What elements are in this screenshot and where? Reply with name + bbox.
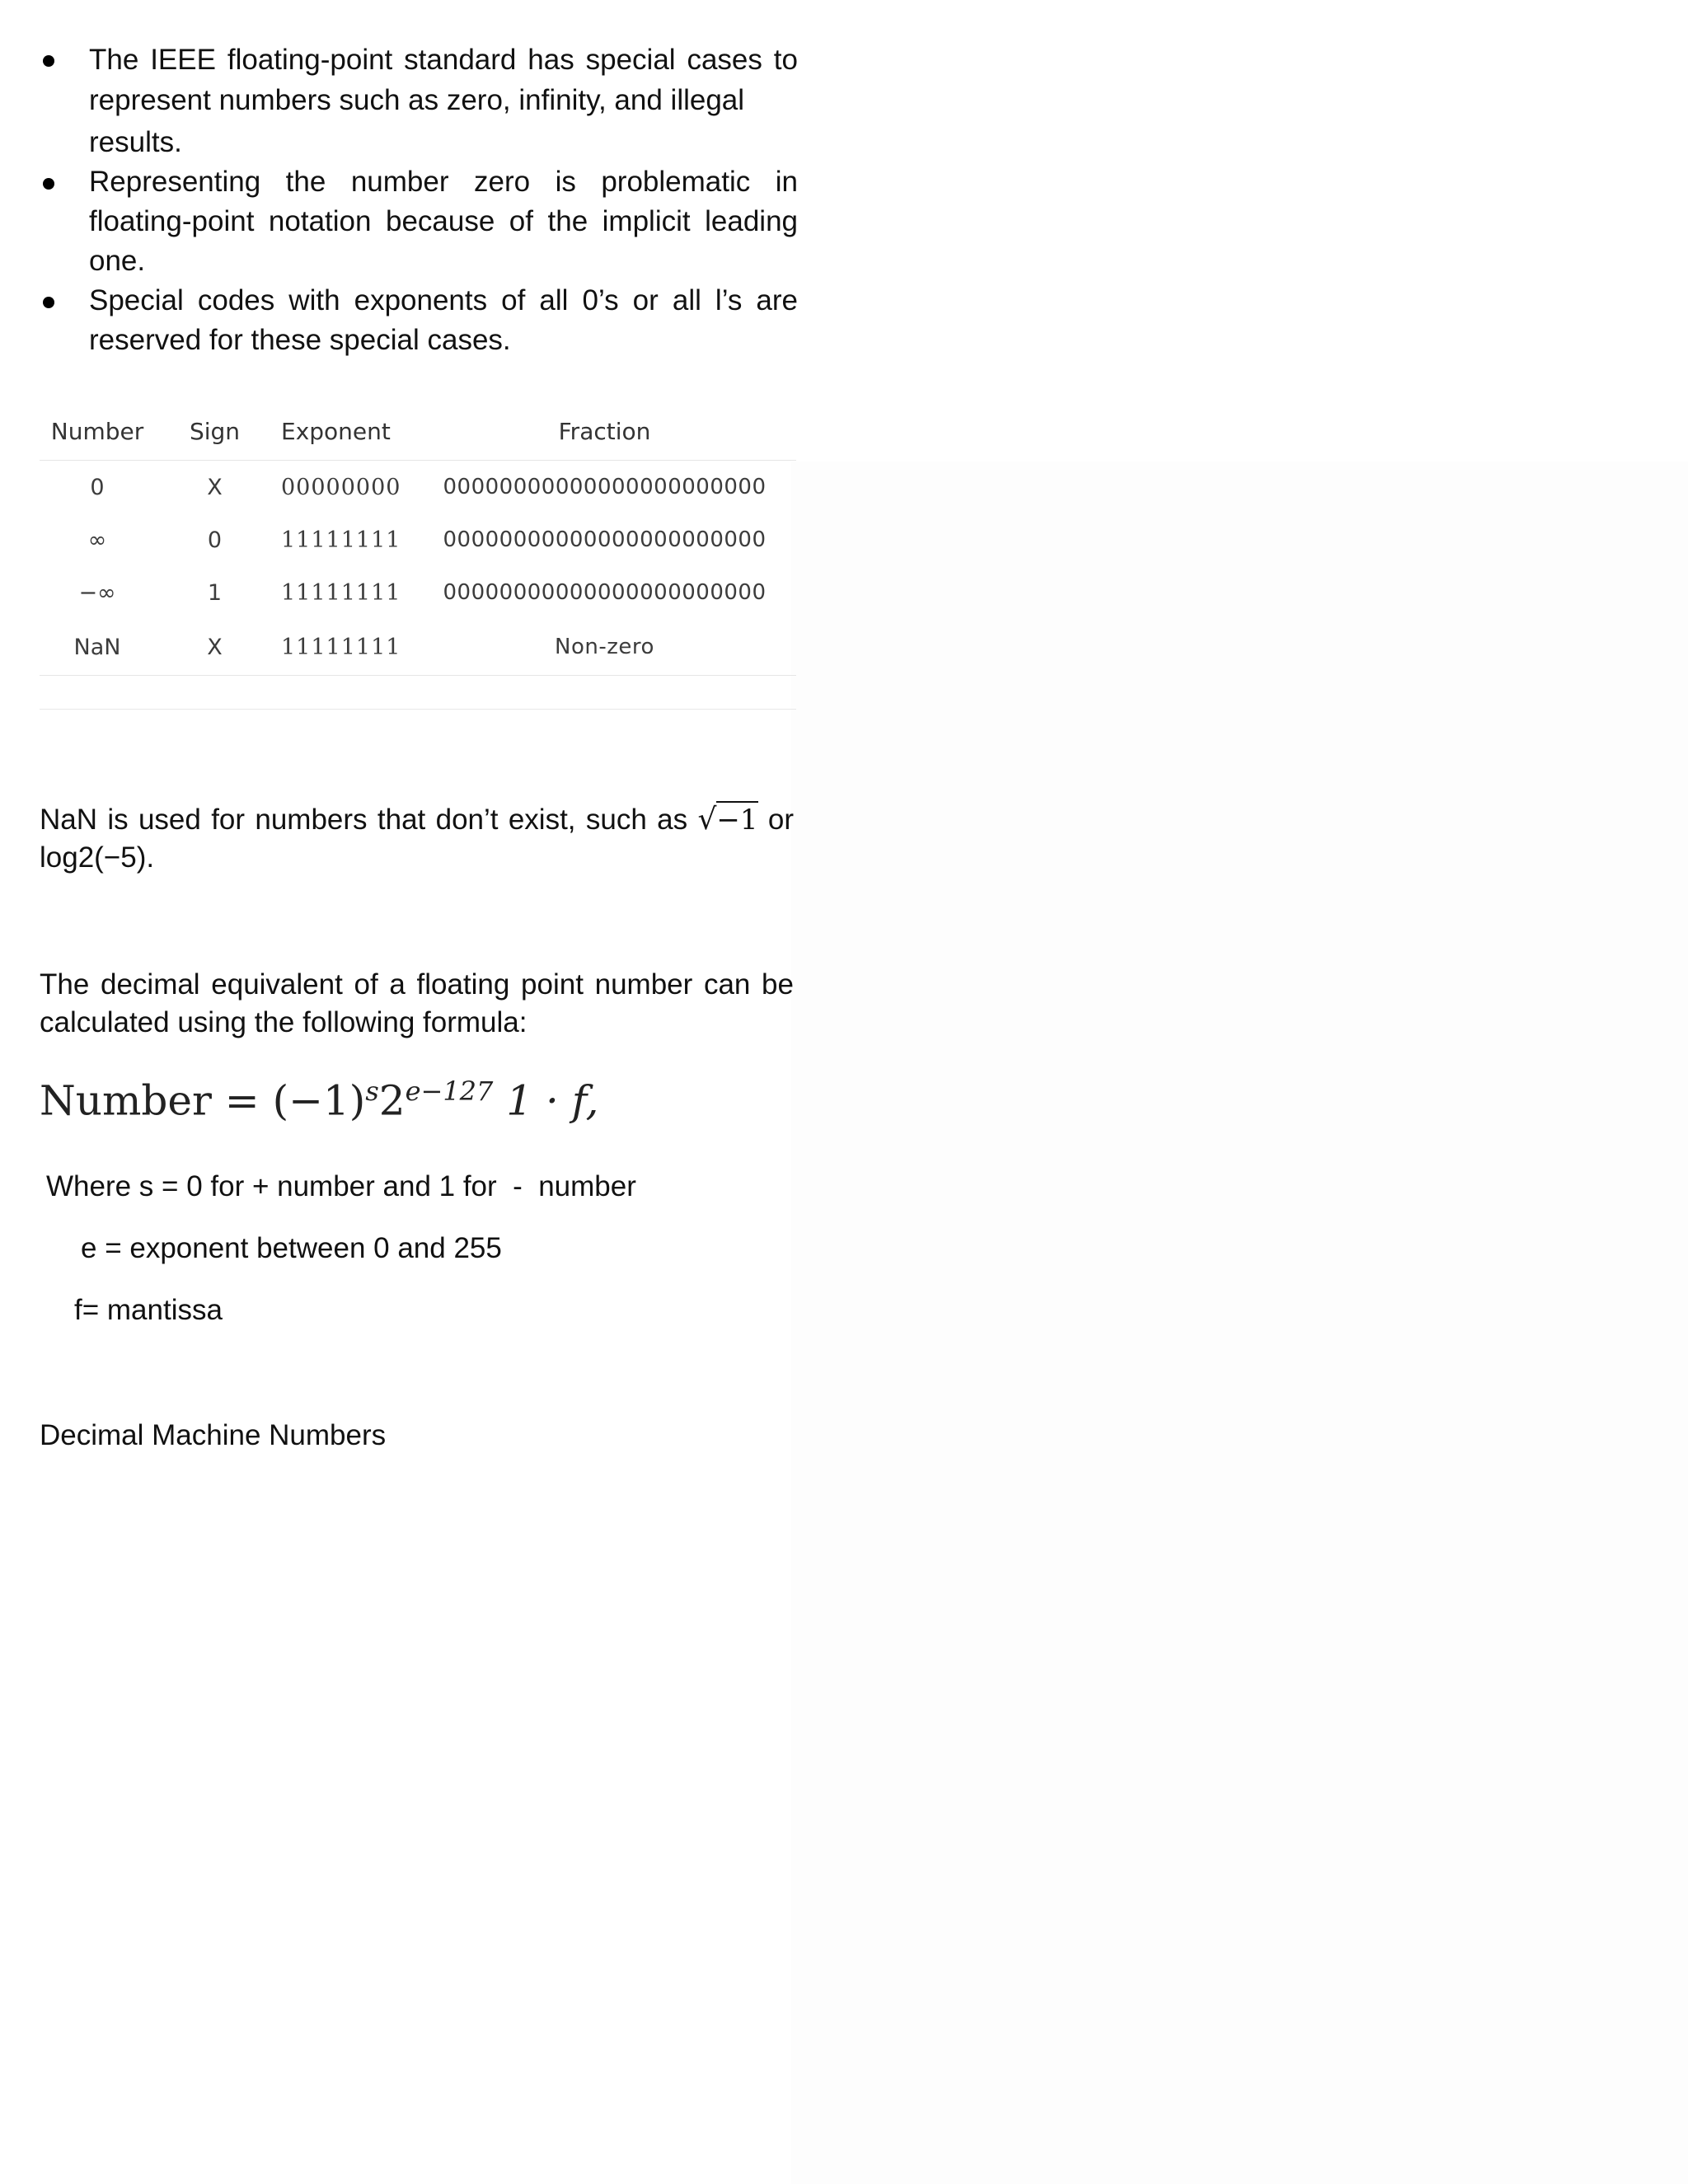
header-fraction: Fraction [413, 402, 796, 461]
cell-fraction: Non-zero [413, 619, 796, 676]
formula-equals: = [224, 1076, 260, 1125]
cell-sign: 1 [207, 579, 223, 606]
formula-base: (−1) [272, 1076, 366, 1125]
formula-two: 2 [378, 1076, 406, 1125]
where-line-mantissa: f= mantissa [74, 1294, 223, 1326]
table-header-row [40, 402, 796, 461]
cell-sign: X [155, 619, 274, 676]
cell-sign: 0 [207, 527, 223, 553]
table-bottom-rule [40, 709, 796, 710]
where-line-exponent: e = exponent between 0 and 255 [81, 1232, 502, 1264]
bullet-dot-icon [43, 178, 54, 190]
special-values-table [40, 402, 796, 676]
cell-exponent: 11111111 [281, 527, 401, 553]
sqrt-expression [697, 804, 757, 837]
sqrt-radicand: −1 [716, 801, 757, 837]
header-sign: Sign [155, 402, 274, 461]
cell-fraction: 00000000000000000000000 [443, 527, 767, 552]
bullet-text: Representing the number zero is problematic in floating-point notation because of the implicit leading one. [89, 166, 798, 277]
table-row [40, 566, 796, 619]
bullet-text: Special codes with exponents of all 0’s or all l’s are reserved for these special cases. [89, 284, 798, 356]
cell-exponent: 00000000 [281, 474, 401, 500]
table-row [40, 619, 796, 676]
formula-exponent: e−127 [405, 1076, 494, 1107]
cell-number: ∞ [87, 527, 107, 553]
table-row [40, 461, 796, 514]
cell-sign: X [207, 474, 223, 500]
cell-number: NaN [40, 619, 155, 676]
bullet-item [40, 40, 798, 162]
formula-tail: 1 · f, [506, 1076, 599, 1125]
bullet-item [40, 162, 798, 281]
bullet-text-continuation: results. [89, 126, 182, 158]
decimal-paragraph: The decimal equivalent of a floating point number can be calculated using the following formula: [40, 968, 794, 1038]
cell-number: 0 [90, 474, 105, 500]
table-row [40, 513, 796, 566]
formula-sign-exponent: s [365, 1076, 379, 1107]
formula-lhs: Number [40, 1076, 212, 1125]
bullet-dot-icon [43, 55, 54, 67]
header-exponent: Exponent [274, 402, 413, 461]
number-formula [40, 1076, 598, 1125]
bullet-list [40, 40, 798, 360]
cell-exponent: 11111111 [274, 619, 413, 676]
cell-fraction: 00000000000000000000000 [443, 580, 767, 605]
radical-sign-icon: √ [697, 803, 717, 837]
section-heading: Decimal Machine Numbers [40, 1419, 387, 1451]
cell-number: −∞ [78, 579, 116, 606]
where-line-sign: Where s = 0 for + number and 1 for - number [46, 1170, 636, 1202]
bullet-dot-icon [43, 297, 54, 308]
header-number: Number [40, 402, 155, 461]
cell-fraction: 00000000000000000000000 [443, 475, 767, 499]
bullet-item [40, 281, 798, 360]
nan-text-before: NaN is used for numbers that don’t exist, such as [40, 804, 688, 836]
nan-text-after: or log2(−5). [40, 804, 794, 874]
nan-paragraph [40, 801, 794, 877]
page-shade [791, 462, 1688, 2184]
cell-exponent: 11111111 [281, 579, 401, 606]
bullet-text: The IEEE floating-point standard has special cases to represent numbers such as zero, infinity, and illegal [89, 44, 798, 116]
